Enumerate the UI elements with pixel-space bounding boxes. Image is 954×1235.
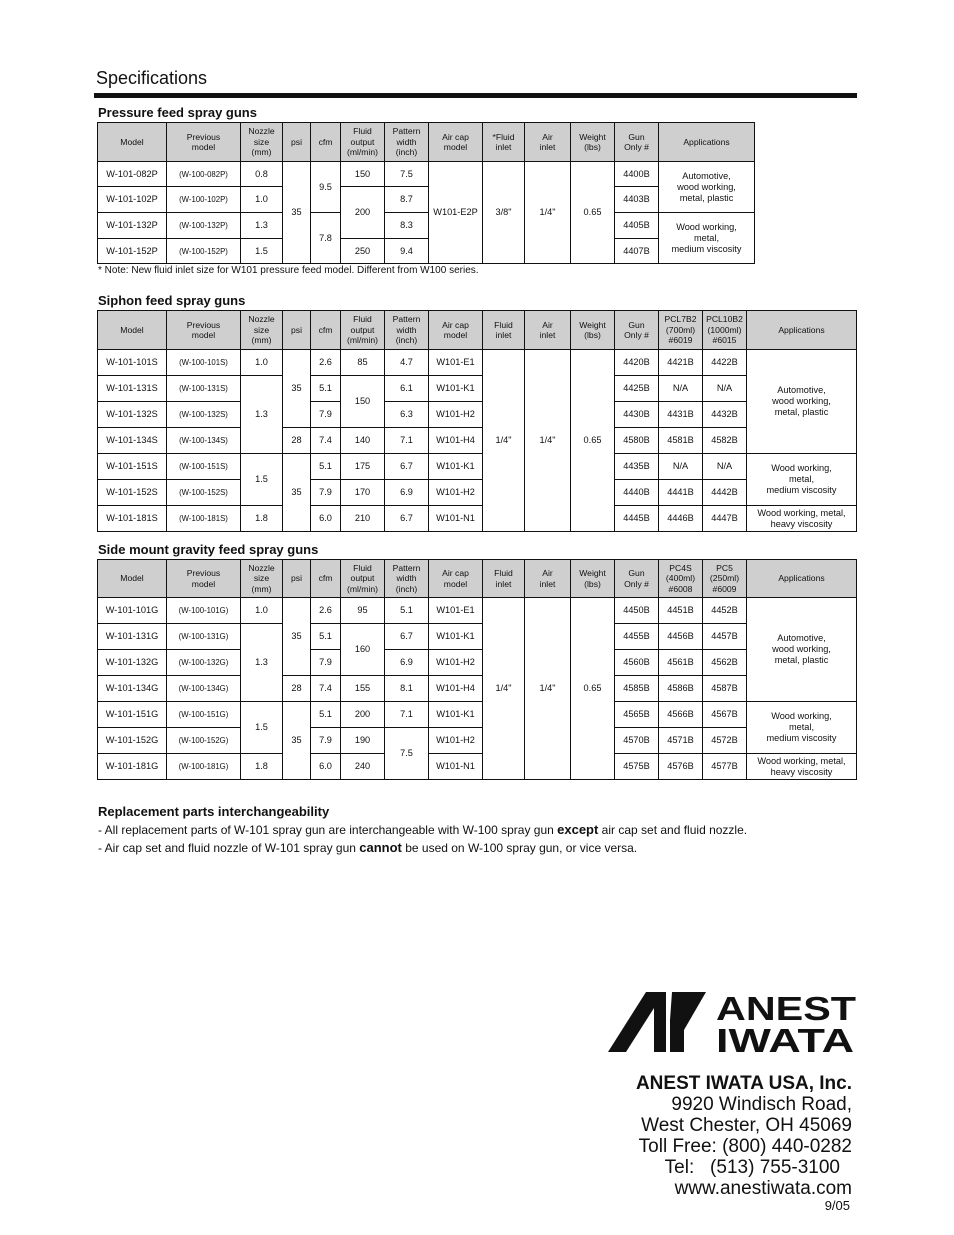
cup-250-cell: 4452B (703, 598, 747, 624)
pattern-width-cell: 6.9 (385, 650, 429, 676)
nozzle-cell: 1.3 (241, 624, 283, 702)
cfm-cell: 6.0 (311, 754, 341, 780)
col-header-fluid-output: Fluid output (ml/min) (341, 560, 385, 598)
cup-700-cell: 4431B (659, 402, 703, 428)
replacement-title: Replacement parts interchangeability (98, 804, 330, 819)
col-header-applications: Applications (747, 311, 857, 350)
table-row (98, 454, 857, 480)
model-cell: W-101-131S (98, 376, 167, 402)
col-header-pattern-width: Pattern width (inch) (385, 123, 429, 162)
nozzle-cell: 1.0 (241, 598, 283, 624)
fluid-output-cell: 200 (341, 702, 385, 728)
page-title: Specifications (96, 68, 208, 88)
cfm-cell: 2.6 (311, 350, 341, 376)
table-row (98, 506, 857, 532)
gun-only-cell: 4575B (615, 754, 659, 780)
table-row (98, 239, 755, 264)
pressure-section-title: Pressure feed spray guns (98, 105, 257, 120)
applications-cell: Wood working, metal, medium viscosity (659, 213, 755, 264)
cup-700-cell: 4581B (659, 428, 703, 454)
cfm-cell: 7.9 (311, 728, 341, 754)
cup-400-cell: 4566B (659, 702, 703, 728)
replacement-emphasis: except (557, 822, 599, 837)
applications-cell: Automotive, wood working, metal, plastic (747, 350, 857, 454)
previous-model-cell: (W-100-132G) (167, 650, 241, 676)
air-cap-cell: W101-H2 (429, 728, 483, 754)
col-header-cfm: cfm (311, 560, 341, 598)
cup-1000-cell: 4442B (703, 480, 747, 506)
col-header-fluid-output: Fluid output (ml/min) (341, 123, 385, 162)
model-cell: W-101-151G (98, 702, 167, 728)
col-header-applications: Applications (747, 560, 857, 598)
cup-1000-cell: 4432B (703, 402, 747, 428)
col-header-pc5: PC5 (250ml) #6009 (703, 560, 747, 598)
address-city: West Chester, OH 45069 (641, 1115, 852, 1136)
table-row (98, 624, 857, 650)
fluid-output-cell: 85 (341, 350, 385, 376)
replacement-text: air cap set and fluid nozzle. (598, 823, 748, 837)
air-inlet-cell: 1/4" (525, 162, 571, 264)
anest-iwata-logo (608, 990, 858, 1054)
air-cap-cell: W101-N1 (429, 754, 483, 780)
cfm-cell: 7.9 (311, 650, 341, 676)
gun-only-cell: 4440B (615, 480, 659, 506)
pattern-width-cell: 8.3 (385, 213, 429, 239)
table-row (98, 650, 857, 676)
previous-model-cell: (W-100-132P) (167, 213, 241, 239)
col-header-air-cap: Air cap model (429, 311, 483, 350)
col-header-previous-model: Previous model (167, 123, 241, 162)
address-tollfree: Toll Free: (800) 440-0282 (638, 1136, 852, 1157)
col-header-previous-model: Previous model (167, 560, 241, 598)
gun-only-cell: 4400B (615, 162, 659, 187)
col-header-nozzle: Nozzle size (mm) (241, 560, 283, 598)
pattern-width-cell: 6.3 (385, 402, 429, 428)
pattern-width-cell: 6.7 (385, 506, 429, 532)
table-row (98, 428, 857, 454)
model-cell: W-101-151S (98, 454, 167, 480)
pattern-width-cell: 7.1 (385, 702, 429, 728)
col-header-model: Model (98, 311, 167, 350)
cup-250-cell: 4562B (703, 650, 747, 676)
fluid-output-cell: 150 (341, 162, 385, 187)
col-header-fluid-inlet: Fluid inlet (483, 311, 525, 350)
cfm-cell: 9.5 (311, 162, 341, 213)
fluid-inlet-cell: 3/8" (483, 162, 525, 264)
cup-400-cell: 4576B (659, 754, 703, 780)
col-header-pcl7b2: PCL7B2 (700ml) #6019 (659, 311, 703, 350)
table-row (98, 376, 857, 402)
cup-400-cell: 4456B (659, 624, 703, 650)
cup-700-cell: N/A (659, 376, 703, 402)
col-header-air-inlet: Air inlet (525, 123, 571, 162)
col-header-pc4s: PC4S (400ml) #6008 (659, 560, 703, 598)
fluid-inlet-cell: 1/4" (483, 598, 525, 780)
model-cell: W-101-152P (98, 239, 167, 264)
air-cap-cell: W101-E1 (429, 350, 483, 376)
col-header-weight: Weight (lbs) (571, 311, 615, 350)
psi-cell: 35 (283, 702, 311, 780)
cfm-cell: 2.6 (311, 598, 341, 624)
previous-model-cell: (W-100-131S) (167, 376, 241, 402)
air-cap-cell: W101-E2P (429, 162, 483, 264)
pattern-width-cell: 9.4 (385, 239, 429, 264)
applications-cell: Wood working, metal, medium viscosity (747, 454, 857, 506)
col-header-psi: psi (283, 123, 311, 162)
nozzle-cell: 1.0 (241, 187, 283, 213)
cup-250-cell: 4587B (703, 676, 747, 702)
col-header-cfm: cfm (311, 123, 341, 162)
gun-only-cell: 4570B (615, 728, 659, 754)
model-cell: W-101-102P (98, 187, 167, 213)
gun-only-cell: 4403B (615, 187, 659, 213)
weight-cell: 0.65 (571, 598, 615, 780)
pattern-width-cell: 7.5 (385, 162, 429, 187)
cfm-cell: 5.1 (311, 702, 341, 728)
model-cell: W-101-132S (98, 402, 167, 428)
gun-only-cell: 4455B (615, 624, 659, 650)
cup-700-cell: 4446B (659, 506, 703, 532)
nozzle-cell: 0.8 (241, 162, 283, 187)
psi-cell: 28 (283, 428, 311, 454)
applications-cell: Wood working, metal, medium viscosity (747, 702, 857, 754)
pattern-width-cell: 6.1 (385, 376, 429, 402)
cup-1000-cell: N/A (703, 454, 747, 480)
air-cap-cell: W101-N1 (429, 506, 483, 532)
air-cap-cell: W101-H4 (429, 676, 483, 702)
col-header-air-cap: Air cap model (429, 560, 483, 598)
company-address (636, 1073, 852, 1199)
model-cell: W-101-181S (98, 506, 167, 532)
table-row (98, 162, 755, 187)
col-header-gun-only: Gun Only # (615, 560, 659, 598)
col-header-model: Model (98, 123, 167, 162)
gravity-section-title: Side mount gravity feed spray guns (98, 542, 319, 557)
previous-model-cell: (W-100-151S) (167, 454, 241, 480)
fluid-output-cell: 160 (341, 624, 385, 676)
replacement-emphasis: cannot (359, 840, 402, 855)
previous-model-cell: (W-100-152S) (167, 480, 241, 506)
col-header-fluid-inlet: Fluid inlet (483, 560, 525, 598)
air-cap-cell: W101-H4 (429, 428, 483, 454)
col-header-model: Model (98, 560, 167, 598)
gun-only-cell: 4420B (615, 350, 659, 376)
logo-word-iwata: IWATA (716, 1022, 854, 1054)
psi-cell: 35 (283, 162, 311, 264)
previous-model-cell: (W-100-134S) (167, 428, 241, 454)
col-header-air-inlet: Air inlet (525, 311, 571, 350)
table-row (98, 480, 857, 506)
pressure-table (97, 122, 755, 264)
address-website[interactable]: www.anestiwata.com (674, 1178, 852, 1199)
logo-word-anest: ANEST (716, 990, 856, 1027)
previous-model-cell: (W-100-181G) (167, 754, 241, 780)
col-header-pcl10b2: PCL10B2 (1000ml) #6015 (703, 311, 747, 350)
cfm-cell: 6.0 (311, 506, 341, 532)
air-cap-cell: W101-H2 (429, 650, 483, 676)
col-header-previous-model: Previous model (167, 311, 241, 350)
fluid-output-cell: 240 (341, 754, 385, 780)
col-header-weight: Weight (lbs) (571, 123, 615, 162)
air-cap-cell: W101-H2 (429, 402, 483, 428)
gun-only-cell: 4565B (615, 702, 659, 728)
gun-only-cell: 4585B (615, 676, 659, 702)
replacement-text: be used on W-100 spray gun, or vice versa. (401, 841, 638, 855)
fluid-output-cell: 210 (341, 506, 385, 532)
previous-model-cell: (W-100-134G) (167, 676, 241, 702)
cup-400-cell: 4586B (659, 676, 703, 702)
logo-mark (670, 992, 706, 1052)
nozzle-cell: 1.5 (241, 454, 283, 506)
fluid-output-cell: 200 (341, 187, 385, 239)
col-header-applications: Applications (659, 123, 755, 162)
model-cell: W-101-132G (98, 650, 167, 676)
previous-model-cell: (W-100-101G) (167, 598, 241, 624)
psi-cell: 35 (283, 350, 311, 428)
cup-1000-cell: 4582B (703, 428, 747, 454)
pattern-width-cell: 6.7 (385, 624, 429, 650)
fluid-output-cell: 170 (341, 480, 385, 506)
fluid-inlet-cell: 1/4" (483, 350, 525, 532)
cfm-cell: 7.9 (311, 402, 341, 428)
gun-only-cell: 4425B (615, 376, 659, 402)
address-street: 9920 Windisch Road, (671, 1094, 852, 1115)
pattern-width-cell: 8.7 (385, 187, 429, 213)
table-row (98, 754, 857, 780)
col-header-nozzle: Nozzle size (mm) (241, 311, 283, 350)
fluid-output-cell: 175 (341, 454, 385, 480)
col-header-weight: Weight (lbs) (571, 560, 615, 598)
applications-cell: Wood working, metal, heavy viscosity (747, 754, 857, 780)
cup-700-cell: N/A (659, 454, 703, 480)
cfm-cell: 7.9 (311, 480, 341, 506)
title-rule (94, 93, 857, 98)
logo-mark (608, 992, 666, 1052)
cup-250-cell: 4577B (703, 754, 747, 780)
col-header-air-cap: Air cap model (429, 123, 483, 162)
cfm-cell: 5.1 (311, 624, 341, 650)
nozzle-cell: 1.8 (241, 506, 283, 532)
pattern-width-cell: 7.5 (385, 728, 429, 780)
col-header-cfm: cfm (311, 311, 341, 350)
cup-1000-cell: 4447B (703, 506, 747, 532)
air-cap-cell: W101-K1 (429, 702, 483, 728)
cfm-cell: 5.1 (311, 376, 341, 402)
siphon-table (97, 310, 857, 532)
gun-only-cell: 4560B (615, 650, 659, 676)
previous-model-cell: (W-100-082P) (167, 162, 241, 187)
nozzle-cell: 1.8 (241, 754, 283, 780)
gravity-table (97, 559, 857, 780)
pattern-width-cell: 6.7 (385, 454, 429, 480)
previous-model-cell: (W-100-181S) (167, 506, 241, 532)
revision-date: 9/05 (824, 1198, 850, 1213)
table-row (98, 676, 857, 702)
col-header-nozzle: Nozzle size (mm) (241, 123, 283, 162)
gun-only-cell: 4435B (615, 454, 659, 480)
table-row (98, 728, 857, 754)
col-header-gun-only: Gun Only # (615, 311, 659, 350)
fluid-output-cell: 95 (341, 598, 385, 624)
col-header-fluid-output: Fluid output (ml/min) (341, 311, 385, 350)
replacement-text: - Air cap set and fluid nozzle of W-101 spray gun (98, 841, 360, 855)
cup-250-cell: 4572B (703, 728, 747, 754)
gun-only-cell: 4450B (615, 598, 659, 624)
previous-model-cell: (W-100-152P) (167, 239, 241, 264)
pressure-footnote: * Note: New fluid inlet size for W101 pressure feed model. Different from W100 series. (98, 265, 479, 276)
nozzle-cell: 1.3 (241, 376, 283, 454)
col-header-gun-only: Gun Only # (615, 123, 659, 162)
weight-cell: 0.65 (571, 162, 615, 264)
applications-cell: Automotive, wood working, metal, plastic (747, 598, 857, 702)
air-cap-cell: W101-K1 (429, 376, 483, 402)
previous-model-cell: (W-100-132S) (167, 402, 241, 428)
replacement-line-2 (98, 840, 637, 855)
fluid-output-cell: 150 (341, 376, 385, 428)
previous-model-cell: (W-100-131G) (167, 624, 241, 650)
cup-400-cell: 4561B (659, 650, 703, 676)
cup-1000-cell: N/A (703, 376, 747, 402)
gun-only-cell: 4405B (615, 213, 659, 239)
weight-cell: 0.65 (571, 350, 615, 532)
psi-cell: 35 (283, 598, 311, 676)
psi-cell: 35 (283, 454, 311, 532)
cup-400-cell: 4451B (659, 598, 703, 624)
nozzle-cell: 1.5 (241, 702, 283, 754)
fluid-output-cell: 140 (341, 428, 385, 454)
cup-1000-cell: 4422B (703, 350, 747, 376)
gun-only-cell: 4430B (615, 402, 659, 428)
model-cell: W-101-152G (98, 728, 167, 754)
model-cell: W-101-134G (98, 676, 167, 702)
nozzle-cell: 1.0 (241, 350, 283, 376)
company-name: ANEST IWATA USA, Inc. (635, 1073, 852, 1094)
col-header-psi: psi (283, 311, 311, 350)
pattern-width-cell: 4.7 (385, 350, 429, 376)
model-cell: W-101-132P (98, 213, 167, 239)
col-header-pattern-width: Pattern width (inch) (385, 311, 429, 350)
cfm-cell: 7.4 (311, 428, 341, 454)
air-cap-cell: W101-K1 (429, 624, 483, 650)
table-row (98, 350, 857, 376)
replacement-text: - All replacement parts of W-101 spray gun are interchangeable with W-100 spray gun (98, 823, 558, 837)
gun-only-cell: 4580B (615, 428, 659, 454)
applications-cell: Automotive, wood working, metal, plastic (659, 162, 755, 213)
pattern-width-cell: 5.1 (385, 598, 429, 624)
nozzle-cell: 1.3 (241, 213, 283, 239)
cfm-cell: 7.4 (311, 676, 341, 702)
gun-only-cell: 4407B (615, 239, 659, 264)
model-cell: W-101-134S (98, 428, 167, 454)
cup-700-cell: 4441B (659, 480, 703, 506)
cup-400-cell: 4571B (659, 728, 703, 754)
fluid-output-cell: 155 (341, 676, 385, 702)
psi-cell: 28 (283, 676, 311, 702)
cup-700-cell: 4421B (659, 350, 703, 376)
gun-only-cell: 4445B (615, 506, 659, 532)
applications-cell: Wood working, metal, heavy viscosity (747, 506, 857, 532)
siphon-section-title: Siphon feed spray guns (98, 293, 246, 308)
model-cell: W-101-131G (98, 624, 167, 650)
previous-model-cell: (W-100-152G) (167, 728, 241, 754)
cfm-cell: 5.1 (311, 454, 341, 480)
address-tel: Tel: (513) 755-3100 (664, 1157, 840, 1178)
table-row (98, 702, 857, 728)
fluid-output-cell: 190 (341, 728, 385, 754)
col-header-pattern-width: Pattern width (inch) (385, 560, 429, 598)
air-inlet-cell: 1/4" (525, 350, 571, 532)
pattern-width-cell: 8.1 (385, 676, 429, 702)
col-header-fluid-inlet: *Fluid inlet (483, 123, 525, 162)
cup-250-cell: 4567B (703, 702, 747, 728)
table-row (98, 598, 857, 624)
cfm-cell: 7.8 (311, 213, 341, 264)
air-cap-cell: W101-K1 (429, 454, 483, 480)
table-row (98, 213, 755, 239)
nozzle-cell: 1.5 (241, 239, 283, 264)
model-cell: W-101-101S (98, 350, 167, 376)
previous-model-cell: (W-100-102P) (167, 187, 241, 213)
table-row (98, 187, 755, 213)
fluid-output-cell: 250 (341, 239, 385, 264)
air-inlet-cell: 1/4" (525, 598, 571, 780)
model-cell: W-101-101G (98, 598, 167, 624)
cup-250-cell: 4457B (703, 624, 747, 650)
col-header-psi: psi (283, 560, 311, 598)
model-cell: W-101-152S (98, 480, 167, 506)
air-cap-cell: W101-E1 (429, 598, 483, 624)
table-row (98, 402, 857, 428)
previous-model-cell: (W-100-101S) (167, 350, 241, 376)
air-cap-cell: W101-H2 (429, 480, 483, 506)
model-cell: W-101-082P (98, 162, 167, 187)
previous-model-cell: (W-100-151G) (167, 702, 241, 728)
replacement-line-1 (98, 822, 747, 837)
model-cell: W-101-181G (98, 754, 167, 780)
pattern-width-cell: 6.9 (385, 480, 429, 506)
col-header-air-inlet: Air inlet (525, 560, 571, 598)
pattern-width-cell: 7.1 (385, 428, 429, 454)
